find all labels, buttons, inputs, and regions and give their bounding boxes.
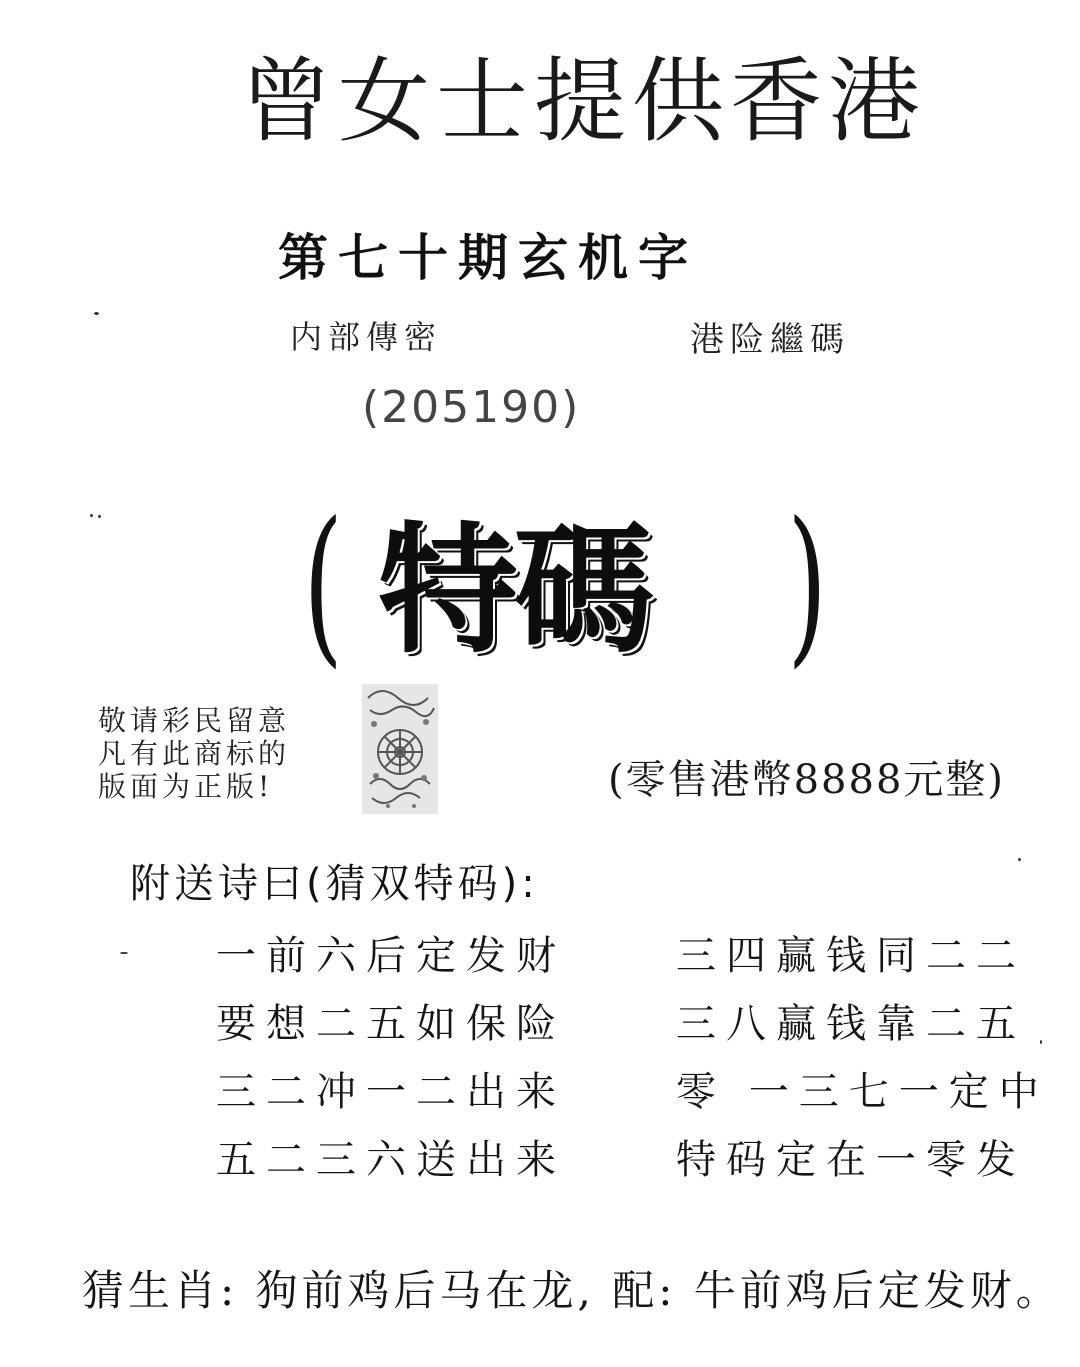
poem-line: 三四赢钱同二二	[676, 933, 1026, 979]
authenticity-notice	[98, 704, 290, 803]
zodiac-guess-footer: 猜生肖: 狗前鸡后马在龙, 配: 牛前鸡后定发财。	[82, 1266, 1062, 1315]
notice-line: 版面为正版!	[98, 770, 274, 803]
internal-note: 内部傳密	[290, 318, 443, 356]
poem-line: 零 一三七一定中	[676, 1069, 1049, 1115]
issue-subtitle: 第七十期玄机字	[278, 229, 698, 287]
poem-line: 五二三六送出来	[216, 1137, 566, 1183]
poem-line: 特码定在一零发	[676, 1137, 1026, 1183]
poem-heading: 附送诗曰(猜双特码):	[130, 861, 539, 907]
brand-right-paren: )	[786, 486, 827, 684]
scan-speck	[98, 515, 101, 518]
poem-line: 要想二五如保险	[216, 1001, 566, 1047]
scan-speck	[1018, 858, 1021, 861]
page-title: 曾女士提供香港	[240, 48, 927, 155]
poem-line: 三八赢钱靠二五	[676, 1001, 1026, 1047]
notice-line: 凡有此商标的	[98, 737, 291, 770]
scan-speck	[90, 514, 93, 517]
scan-speck	[120, 952, 128, 954]
brand-left-paren: (	[303, 486, 344, 684]
poem-line: 一前六后定发财	[216, 933, 566, 979]
brand-title: 特碼	[378, 510, 651, 673]
issue-code: (205190)	[362, 382, 581, 433]
scan-speck	[94, 312, 99, 315]
code-note: 港险繼碼	[690, 320, 850, 360]
poem-line: 三二冲一二出来	[216, 1069, 566, 1115]
brand-block	[290, 486, 830, 690]
scan-speck	[1040, 1040, 1042, 1044]
notice-line: 敬请彩民留意	[98, 704, 291, 737]
retail-price: (零售港幣8888元整)	[608, 757, 1006, 803]
ornate-trademark-stamp-icon	[358, 680, 442, 818]
